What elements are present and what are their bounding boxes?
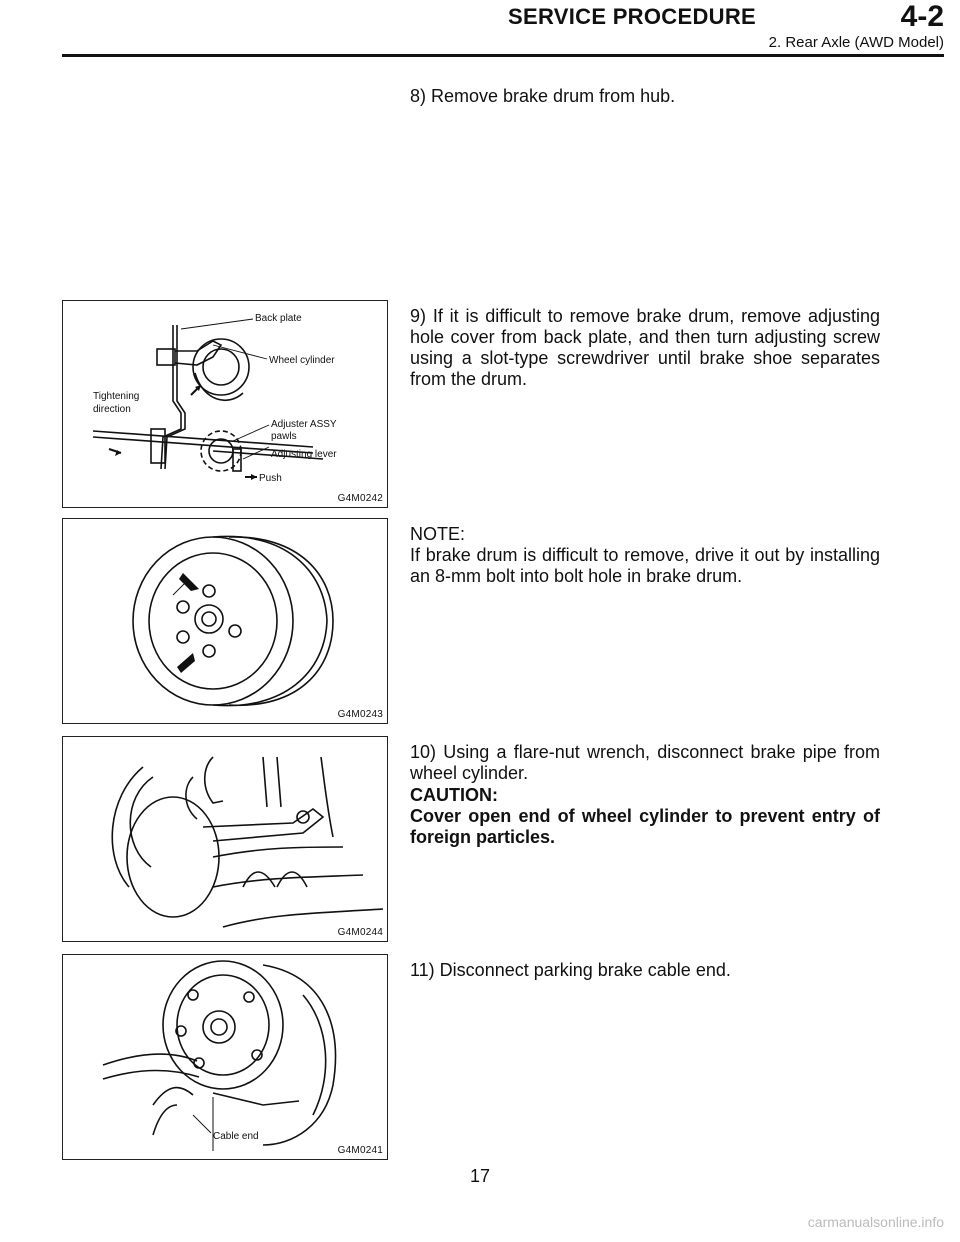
figure-code: G4M0243 [337, 709, 383, 720]
figure-adjuster-diagram [62, 300, 388, 508]
label-cable-end: Cable end [213, 1131, 259, 1142]
note-text: If brake drum is difficult to remove, drive it out by installing an 8-mm bolt into bolt hole in brake drum. [410, 545, 880, 586]
label-tightening: Tightening [93, 391, 140, 402]
cable-end-drawing [63, 955, 387, 1159]
figure-code: G4M0242 [337, 493, 383, 504]
label-back-plate: Back plate [255, 313, 302, 324]
step-9-text: 9) If it is difficult to remove brake drum, remove adjusting hole cover from back plate, and then turn adjusting screw using a slot-type screwdriver until brake shoe separates from the drum. [410, 306, 880, 389]
step-10-text: 10) Using a flare-nut wrench, disconnect brake pipe from wheel cylinder. [410, 742, 880, 783]
caution-label: CAUTION: [410, 785, 498, 805]
step-8-text: 8) Remove brake drum from hub. [410, 86, 676, 106]
watermark: carmanualsonline.info [807, 1214, 944, 1230]
caution-text: Cover open end of wheel cylinder to prevent entry of foreign particles. [410, 806, 880, 847]
figure-cable-end [62, 954, 388, 1160]
section-number: 4-2 [900, 0, 944, 33]
step-11-text: 11) Disconnect parking brake cable end. [410, 960, 731, 980]
figure-brake-pipe [62, 736, 388, 942]
note-label: NOTE: [410, 524, 466, 544]
label-direction: direction [93, 404, 131, 415]
brake-pipe-drawing [63, 737, 387, 941]
page-title: SERVICE PROCEDURE [508, 4, 756, 29]
label-push: Push [259, 473, 282, 484]
adjuster-line-drawing [63, 301, 387, 507]
label-pawls: pawls [271, 431, 297, 442]
figure-code: G4M0244 [337, 927, 383, 938]
label-adjusting-lever: Adjusting lever [271, 449, 337, 460]
figure-code: G4M0241 [337, 1145, 383, 1156]
label-wheel-cylinder: Wheel cylinder [269, 355, 335, 366]
page-number: 17 [469, 1166, 491, 1186]
figure-brake-drum [62, 518, 388, 724]
brake-drum-drawing [63, 519, 387, 723]
header-rule [62, 54, 944, 57]
label-adjuster-assy: Adjuster ASSY [271, 419, 337, 430]
section-subtitle: 2. Rear Axle (AWD Model) [768, 34, 944, 51]
